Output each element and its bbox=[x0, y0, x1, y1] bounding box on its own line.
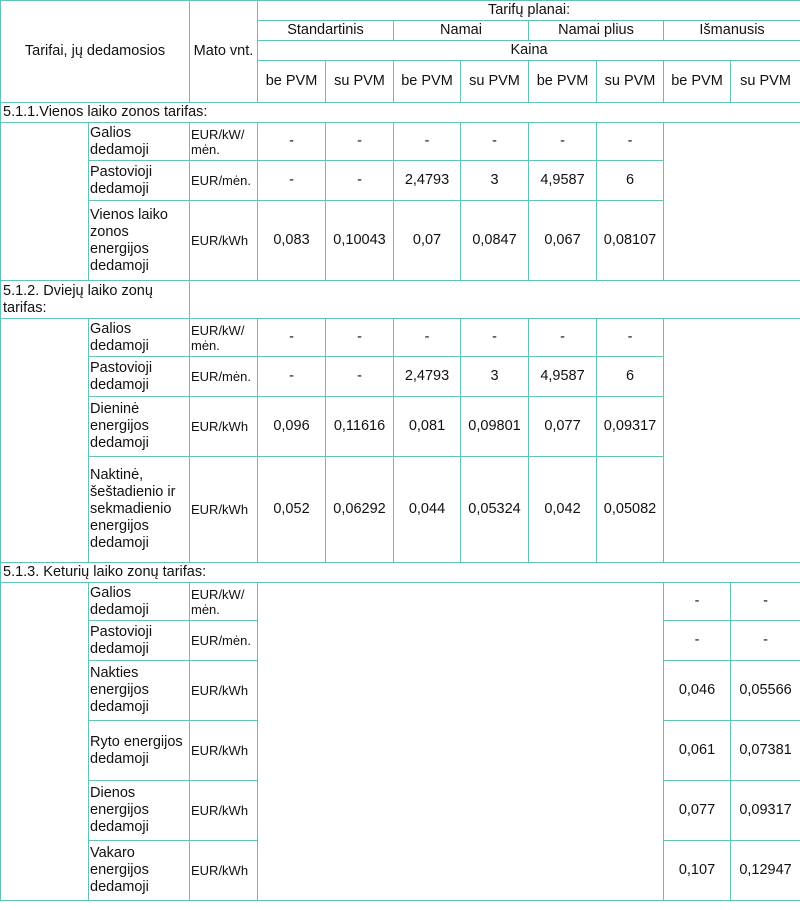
row-unit: EUR/kWh bbox=[190, 201, 258, 281]
value-cell: - bbox=[258, 319, 326, 357]
value-cell: 0,077 bbox=[664, 781, 731, 841]
value-cell: 0,107 bbox=[664, 841, 731, 901]
row-name: Pastovioji dedamoji bbox=[89, 161, 190, 201]
empty-block bbox=[664, 319, 800, 563]
value-cell: 0,044 bbox=[394, 457, 461, 563]
row-name: Vienos laiko zonos energijos dedamoji bbox=[89, 201, 190, 281]
value-cell: 0,077 bbox=[529, 397, 597, 457]
section-title-filler bbox=[190, 281, 800, 319]
row-unit: EUR/kWh bbox=[190, 661, 258, 721]
be-pvm-header: be PVM bbox=[258, 61, 326, 103]
value-cell: 0,083 bbox=[258, 201, 326, 281]
value-cell: 0,08107 bbox=[597, 201, 664, 281]
value-cell: 0,0847 bbox=[461, 201, 529, 281]
value-cell: - bbox=[597, 123, 664, 161]
value-cell: - bbox=[326, 123, 394, 161]
row-unit: EUR/kW/ mėn. bbox=[190, 123, 258, 161]
value-cell: 4,9587 bbox=[529, 357, 597, 397]
value-cell: - bbox=[258, 161, 326, 201]
section-title: 5.1.1.Vienos laiko zonos tarifas: bbox=[1, 103, 800, 123]
be-pvm-header: be PVM bbox=[529, 61, 597, 103]
empty-block bbox=[258, 583, 664, 901]
value-cell: - bbox=[664, 583, 731, 621]
value-cell: - bbox=[731, 621, 800, 661]
value-cell: 0,081 bbox=[394, 397, 461, 457]
value-cell: - bbox=[731, 583, 800, 621]
row-unit: EUR/kW/ mėn. bbox=[190, 583, 258, 621]
row-name: Dienos energijos dedamoji bbox=[89, 781, 190, 841]
row-name: Nakties energijos dedamoji bbox=[89, 661, 190, 721]
row-name: Galios dedamoji bbox=[89, 319, 190, 357]
value-cell: 0,052 bbox=[258, 457, 326, 563]
value-cell: 2,4793 bbox=[394, 161, 461, 201]
row-name: Naktinė, šeštadienio ir sekmadienio energijos dedamoji bbox=[89, 457, 190, 563]
section-title: 5.1.2. Dviejų laiko zonų tarifas: bbox=[1, 281, 190, 319]
value-cell: 0,096 bbox=[258, 397, 326, 457]
row-unit: EUR/mėn. bbox=[190, 161, 258, 201]
section-title: 5.1.3. Keturių laiko zonų tarifas: bbox=[1, 563, 800, 583]
row-name: Dieninė energijos dedamoji bbox=[89, 397, 190, 457]
row-unit: EUR/kW/ mėn. bbox=[190, 319, 258, 357]
value-cell: 3 bbox=[461, 161, 529, 201]
row-unit: EUR/kWh bbox=[190, 721, 258, 781]
value-cell: 0,05082 bbox=[597, 457, 664, 563]
row-label-header: Tarifai, jų dedamosios bbox=[1, 1, 190, 103]
su-pvm-header: su PVM bbox=[731, 61, 800, 103]
row-unit: EUR/mėn. bbox=[190, 621, 258, 661]
row-unit: EUR/kWh bbox=[190, 457, 258, 563]
value-cell: - bbox=[597, 319, 664, 357]
price-header: Kaina bbox=[258, 41, 800, 61]
value-cell: - bbox=[326, 161, 394, 201]
value-cell: 0,09317 bbox=[731, 781, 800, 841]
value-cell: - bbox=[394, 123, 461, 161]
value-cell: 0,10043 bbox=[326, 201, 394, 281]
value-cell: 0,07381 bbox=[731, 721, 800, 781]
value-cell: 0,061 bbox=[664, 721, 731, 781]
row-name: Pastovioji dedamoji bbox=[89, 621, 190, 661]
value-cell: 0,06292 bbox=[326, 457, 394, 563]
value-cell: 0,046 bbox=[664, 661, 731, 721]
value-cell: 2,4793 bbox=[394, 357, 461, 397]
row-unit: EUR/kWh bbox=[190, 781, 258, 841]
value-cell: 0,11616 bbox=[326, 397, 394, 457]
unit-header: Mato vnt. bbox=[190, 1, 258, 103]
value-cell: - bbox=[529, 319, 597, 357]
plan-namai-plius: Namai plius bbox=[529, 21, 664, 41]
indent-cell bbox=[1, 319, 89, 563]
value-cell: 0,067 bbox=[529, 201, 597, 281]
value-cell: - bbox=[394, 319, 461, 357]
su-pvm-header: su PVM bbox=[326, 61, 394, 103]
be-pvm-header: be PVM bbox=[664, 61, 731, 103]
value-cell: - bbox=[461, 123, 529, 161]
value-cell: 4,9587 bbox=[529, 161, 597, 201]
plan-namai: Namai bbox=[394, 21, 529, 41]
value-cell: 3 bbox=[461, 357, 529, 397]
plans-header: Tarifų planai: bbox=[258, 1, 800, 21]
value-cell: 6 bbox=[597, 357, 664, 397]
value-cell: - bbox=[461, 319, 529, 357]
row-name: Galios dedamoji bbox=[89, 123, 190, 161]
empty-block bbox=[664, 123, 800, 281]
row-unit: EUR/kWh bbox=[190, 841, 258, 901]
value-cell: 0,05566 bbox=[731, 661, 800, 721]
row-name: Ryto energijos dedamoji bbox=[89, 721, 190, 781]
value-cell: 0,05324 bbox=[461, 457, 529, 563]
su-pvm-header: su PVM bbox=[597, 61, 664, 103]
plan-standartinis: Standartinis bbox=[258, 21, 394, 41]
indent-cell bbox=[1, 123, 89, 281]
row-name: Galios dedamoji bbox=[89, 583, 190, 621]
value-cell: - bbox=[326, 319, 394, 357]
value-cell: 6 bbox=[597, 161, 664, 201]
value-cell: 0,12947 bbox=[731, 841, 800, 901]
value-cell: 0,09801 bbox=[461, 397, 529, 457]
indent-cell bbox=[1, 583, 89, 901]
value-cell: - bbox=[664, 621, 731, 661]
value-cell: 0,07 bbox=[394, 201, 461, 281]
value-cell: 0,042 bbox=[529, 457, 597, 563]
value-cell: - bbox=[326, 357, 394, 397]
row-unit: EUR/mėn. bbox=[190, 357, 258, 397]
su-pvm-header: su PVM bbox=[461, 61, 529, 103]
be-pvm-header: be PVM bbox=[394, 61, 461, 103]
value-cell: - bbox=[258, 123, 326, 161]
row-unit: EUR/kWh bbox=[190, 397, 258, 457]
value-cell: 0,09317 bbox=[597, 397, 664, 457]
row-name: Vakaro energijos dedamoji bbox=[89, 841, 190, 901]
value-cell: - bbox=[258, 357, 326, 397]
row-name: Pastovioji dedamoji bbox=[89, 357, 190, 397]
value-cell: - bbox=[529, 123, 597, 161]
plan-ismanusis: Išmanusis bbox=[664, 21, 800, 41]
